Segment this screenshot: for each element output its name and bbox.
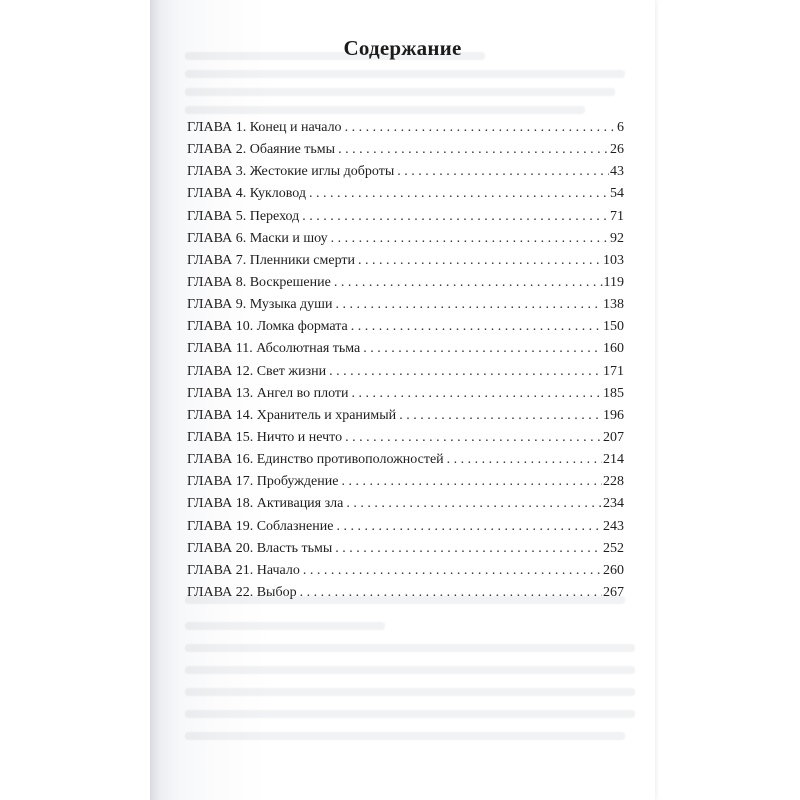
toc-entry-label: ГЛАВА 8. Воскрешение (187, 274, 331, 290)
toc-dot-leader (334, 275, 603, 291)
toc-dot-leader (341, 474, 602, 490)
toc-entry (187, 341, 624, 363)
toc-entry (187, 231, 624, 253)
toc-entry (187, 563, 624, 585)
toc-title: Содержание (343, 36, 462, 60)
toc-entry (187, 164, 624, 186)
toc-entry-label: ГЛАВА 15. Ничто и нечто (187, 429, 343, 445)
toc-entry-page-number: 54 (610, 186, 624, 202)
toc-entry-label: ГЛАВА 22. Выбор (187, 584, 297, 600)
toc-entry-label: ГЛАВА 16. Единство противоположностей (187, 452, 444, 468)
toc-entry (187, 319, 624, 341)
toc-entry-page-number: 103 (603, 252, 624, 268)
toc-dot-leader (447, 452, 602, 468)
toc-entry-page-number: 243 (603, 518, 624, 534)
toc-entry (187, 209, 624, 231)
toc-dot-leader (338, 142, 609, 158)
toc-entry (187, 364, 624, 386)
show-through-line (185, 666, 635, 674)
toc-entry (187, 496, 624, 518)
toc-entry (187, 275, 624, 297)
toc-entry-page-number: 92 (610, 230, 624, 246)
toc-entry (187, 474, 624, 496)
toc-entry-page-number: 185 (603, 385, 624, 401)
toc-entry (187, 253, 624, 275)
toc-entry (187, 186, 624, 208)
toc-dot-leader (352, 386, 603, 402)
toc-entry-page-number: 252 (603, 540, 624, 556)
toc-entry-page-number: 6 (617, 120, 624, 135)
toc-entry-page-number: 171 (603, 363, 624, 379)
toc-entry-label: ГЛАВА 21. Начало (187, 562, 300, 578)
toc-entry-label: ГЛАВА 7. Пленники смерти (187, 252, 356, 268)
toc-entry-label: ГЛАВА 20. Власть тьмы (187, 540, 333, 556)
toc-entry (187, 519, 624, 541)
toc-entry (187, 541, 624, 563)
toc-entry-label: ГЛАВА 4. Кукловод (187, 186, 307, 202)
toc-entry-page-number: 214 (603, 452, 624, 468)
toc-entry-label: ГЛАВА 17. Пробуждение (187, 474, 339, 490)
toc-dot-leader (345, 430, 602, 446)
toc-dot-leader (397, 164, 609, 180)
toc-entry-page-number: 196 (603, 407, 624, 423)
toc-entry (187, 120, 624, 142)
toc-entry-label: ГЛАВА 9. Музыка души (187, 297, 333, 313)
show-through-line (185, 732, 625, 740)
toc-dot-leader (358, 253, 602, 269)
toc-entry-label: ГЛАВА 14. Хранитель и хранимый (187, 407, 397, 423)
toc-entry-label: ГЛАВА 19. Соблазнение (187, 518, 334, 534)
toc-dot-leader (302, 209, 609, 225)
show-through-line (185, 644, 635, 652)
show-through-line (185, 688, 635, 696)
toc-dot-leader (300, 585, 602, 601)
toc-dot-leader (336, 519, 602, 535)
toc-entry-page-number: 267 (603, 584, 624, 600)
show-through-line (185, 622, 385, 630)
toc-entry-label: ГЛАВА 1. Конец и начало (187, 120, 342, 135)
toc-entry-label: ГЛАВА 10. Ломка формата (187, 319, 348, 335)
toc-entry-page-number: 260 (603, 562, 624, 578)
toc-dot-leader (303, 563, 602, 579)
toc-entry-label: ГЛАВА 11. Абсолютная тьма (187, 341, 361, 357)
toc-entry-label: ГЛАВА 6. Маски и шоу (187, 230, 328, 246)
toc-dot-leader (399, 408, 602, 424)
toc-entry-label: ГЛАВА 2. Обаяние тьмы (187, 142, 336, 158)
toc-entry-page-number: 234 (603, 496, 624, 512)
toc-entry (187, 452, 624, 474)
toc-entry-label: ГЛАВА 13. Ангел во плоти (187, 385, 349, 401)
toc-entry-page-number: 160 (603, 341, 624, 357)
toc-dot-leader (329, 364, 602, 380)
toc-list (187, 120, 624, 607)
toc-entry (187, 297, 624, 319)
toc-entry-page-number: 71 (610, 208, 624, 224)
toc-entry-page-number: 207 (603, 429, 624, 445)
toc-dot-leader (335, 541, 602, 557)
toc-entry-page-number: 119 (603, 274, 624, 290)
show-through-line (185, 88, 615, 96)
toc-entry-label: ГЛАВА 5. Переход (187, 208, 300, 224)
toc-entry-page-number: 138 (603, 297, 624, 313)
toc-entry-label: ГЛАВА 12. Свет жизни (187, 363, 327, 379)
toc-entry (187, 585, 624, 607)
toc-entry (187, 408, 624, 430)
show-through-line (185, 70, 625, 78)
toc-entry-page-number: 43 (610, 164, 624, 180)
toc-dot-leader (363, 341, 602, 357)
toc-entry (187, 430, 624, 452)
toc-entry (187, 142, 624, 164)
toc-entry-page-number: 150 (603, 319, 624, 335)
toc-entry-page-number: 26 (610, 142, 624, 158)
toc-entry-page-number: 228 (603, 474, 624, 490)
toc-entry (187, 386, 624, 408)
toc-entry-label: ГЛАВА 3. Жестокие иглы доброты (187, 164, 395, 180)
toc-dot-leader (331, 231, 609, 247)
toc-dot-leader (345, 120, 616, 136)
toc-dot-leader (309, 186, 609, 202)
show-through-line (185, 710, 635, 718)
toc-dot-leader (335, 297, 602, 313)
toc-entry-label: ГЛАВА 18. Активация зла (187, 496, 344, 512)
toc-dot-leader (346, 496, 602, 512)
toc-dot-leader (351, 319, 602, 335)
show-through-line (185, 106, 585, 114)
